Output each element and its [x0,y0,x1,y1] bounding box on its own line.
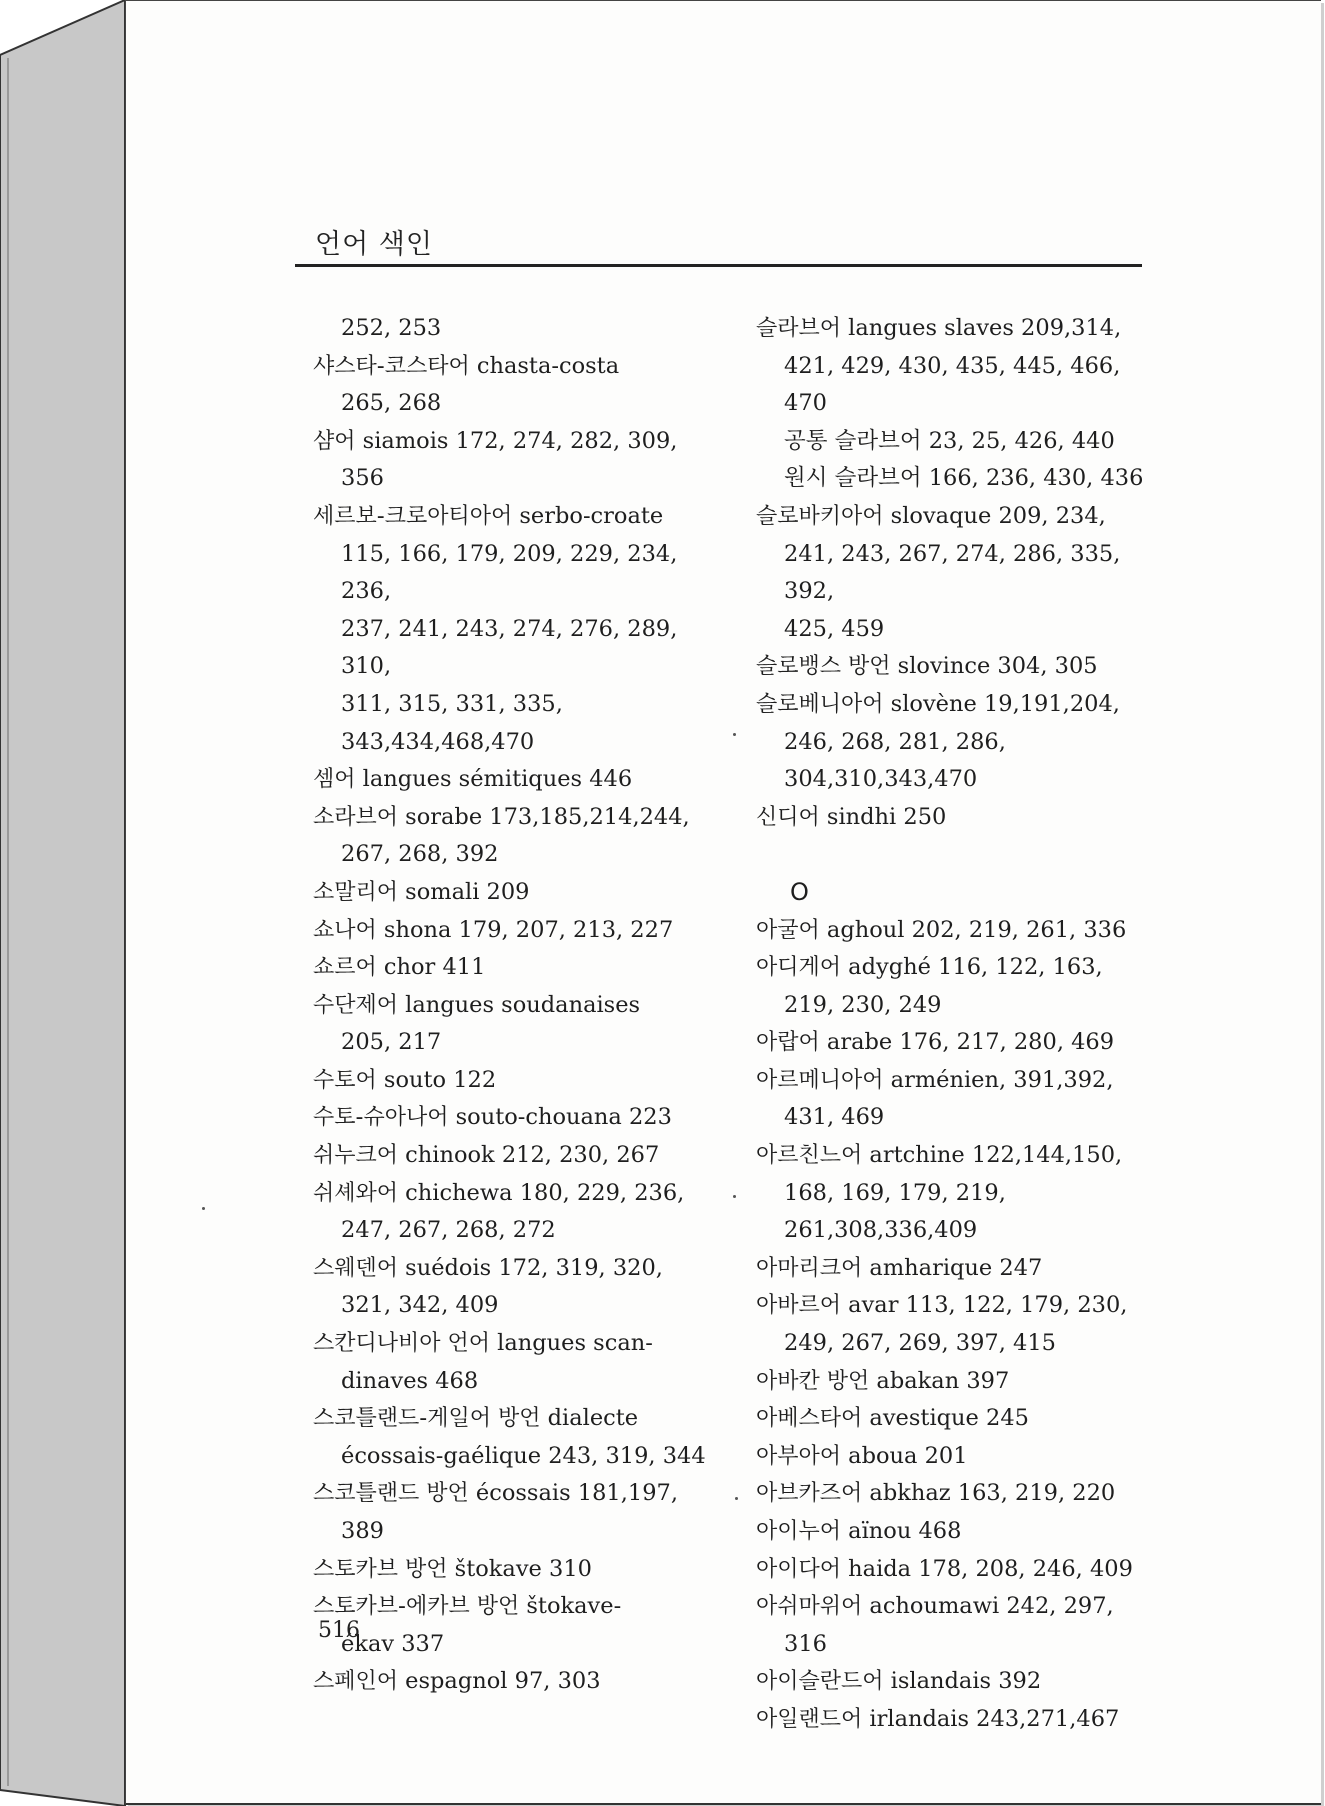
subentry-korean-term: 공통 슬라브어 [784,427,922,454]
index-entry [756,686,1156,724]
ink-speck [733,1195,736,1198]
entry-french-term-and-pages: sindhi 250 [819,803,947,830]
index-entry-continuation: 316 [784,1630,827,1657]
index-entry [313,498,723,536]
entry-korean-term: 아부아어 [756,1443,842,1469]
index-entry-continuation: 265, 268 [341,390,442,417]
index-entry [313,874,723,912]
entry-french-term-and-pages: chinook 212, 230, 267 [398,1142,660,1169]
entry-korean-term: 아베스타어 [756,1406,863,1432]
index-entry [756,1137,1156,1175]
entry-french-term-and-pages: langues scan- [490,1330,653,1357]
index-entry-continuation: 115, 166, 179, 209, 229, 234, 236, [341,540,678,605]
index-entry-continuation: 311, 315, 331, 335, 343,434,468,470 [341,690,563,755]
index-entry [756,799,1156,837]
entry-french-term-and-pages: štokave 310 [447,1555,592,1582]
entry-korean-term: 수단제어 [313,992,399,1018]
entry-korean-term: 셈어 [313,767,356,793]
entry-korean-term: 슬라브어 [756,316,842,341]
index-entry-continuation: ékav 337 [341,1630,445,1657]
entry-korean-term: 스코틀랜드 방언 [313,1481,469,1507]
index-entry-continuation: 421, 429, 430, 435, 445, 466, 470 [784,352,1121,417]
index-entry-continuation: 431, 469 [784,1104,885,1131]
entry-french-term-and-pages: suédois 172, 319, 320, [398,1254,663,1281]
index-entry [313,1325,723,1363]
entry-korean-term: 아르메니아어 [756,1067,884,1093]
index-entry-continuation: 356 [341,465,384,492]
index-entry [313,949,723,987]
entry-french-term-and-pages: slovaque 209, 234, [883,502,1106,529]
index-entry [313,987,723,1025]
ink-speck [202,1207,205,1210]
entry-french-term-and-pages: achoumawi 242, 297, [862,1593,1114,1620]
entry-korean-term: 샤스타-코스타어 [313,353,470,379]
section-letter-heading: O [790,877,809,906]
index-entry [756,1551,1156,1589]
entry-french-term-and-pages: abakan 397 [869,1367,1010,1394]
entry-french-term-and-pages: arménien, 391,392, [883,1066,1114,1093]
entry-french-term-and-pages: avar 113, 122, 179, 230, [841,1292,1128,1319]
index-entry-continuation: 219, 230, 249 [784,991,942,1018]
entry-french-term-and-pages: arabe 176, 217, 280, 469 [819,1029,1115,1056]
index-entry [756,1475,1156,1513]
index-entry [313,1663,723,1701]
entry-french-term-and-pages: espagnol 97, 303 [398,1668,601,1695]
entry-korean-term: 쇼나어 [313,917,377,943]
subentry-pages: 166, 236, 430, 436 [921,465,1144,492]
index-entry [313,1400,723,1438]
entry-korean-term: 아랍어 [756,1030,820,1056]
index-entry [756,498,1156,536]
index-entry [756,648,1156,686]
entry-korean-term: 아쉬마위어 [756,1594,863,1620]
index-entry [756,1701,1156,1739]
index-entry [756,1513,1156,1551]
entry-korean-term: 아이다어 [756,1556,842,1582]
entry-korean-term: 스토카브 방언 [313,1556,448,1582]
index-column-right [756,310,1156,1739]
index-entry-continuation: 267, 268, 392 [341,841,499,868]
entry-french-term-and-pages: écossais 181,197, [468,1480,678,1507]
entry-korean-term: 스페인어 [313,1669,399,1695]
index-entry [313,799,723,837]
index-entry [756,1400,1156,1438]
index-entry [756,310,1156,348]
entry-korean-term: 쉬누크어 [313,1143,399,1169]
entry-korean-term: 슬로뱅스 방언 [756,654,891,680]
index-entry [313,1175,723,1213]
index-entry [756,1663,1156,1701]
index-entry-continuation: 246, 268, 281, 286, 304,310,343,470 [784,728,1006,793]
entry-french-term-and-pages: dialecte [540,1405,639,1432]
index-entry-continuation: écossais-gaélique 243, 319, 344 [341,1442,706,1469]
entry-korean-term: 쇼르어 [313,955,377,981]
entry-korean-term: 아디게어 [756,955,842,981]
entry-french-term-and-pages: slovince 304, 305 [890,653,1098,680]
index-entry [756,1062,1156,1100]
entry-french-term-and-pages: amharique 247 [862,1254,1043,1281]
index-entry [313,348,723,386]
index-entry [756,1287,1156,1325]
index-entry-continuation: 389 [341,1518,384,1544]
entry-french-term-and-pages: artchine 122,144,150, [862,1142,1123,1169]
entry-french-term-and-pages: haida 178, 208, 246, 409 [841,1555,1133,1582]
entry-korean-term: 아르친느어 [756,1143,863,1169]
entry-korean-term: 스코틀랜드-게일어 방언 [313,1406,541,1432]
index-entry-continuation: 168, 169, 179, 219, 261,308,336,409 [784,1179,1006,1244]
index-entry-continuation: 247, 267, 268, 272 [341,1217,556,1244]
entry-korean-term: 신디어 [756,804,820,830]
entry-french-term-and-pages: chasta-costa [469,352,620,379]
index-entry [313,1551,723,1589]
entry-korean-term: 소말리어 [313,879,399,905]
index-entry-continuation: 252, 253 [341,315,442,341]
entry-korean-term: 슬로바키아어 [756,503,884,529]
index-entry-continuation: 321, 342, 409 [341,1292,499,1319]
page-header-title: 언어 색인 [315,229,433,260]
entry-french-term-and-pages: chor 411 [376,954,486,981]
index-entry [313,1137,723,1175]
index-entry [756,912,1156,950]
entry-french-term-and-pages: štokave- [519,1593,622,1620]
header-rule [295,264,1142,267]
entry-korean-term: 수토어 [313,1067,377,1093]
entry-korean-term: 아바칸 방언 [756,1368,870,1394]
entry-korean-term: 아이슬란드어 [756,1669,884,1695]
entry-korean-term: 슬로베니아어 [756,691,884,717]
index-entry [313,1250,723,1288]
entry-french-term-and-pages: avestique 245 [862,1405,1029,1432]
index-subentry [756,460,1156,498]
index-entry [313,1475,723,1513]
index-entry [313,761,723,799]
entry-french-term-and-pages: souto 122 [376,1066,497,1093]
index-column-left [313,310,723,1701]
index-entry [756,1588,1156,1626]
entry-korean-term: 세르보-크로아티아어 [313,503,513,529]
entry-korean-term: 스웨덴어 [313,1255,399,1281]
index-entry [313,1099,723,1137]
index-entry [313,912,723,950]
index-entry [313,423,723,461]
index-entry [756,1024,1156,1062]
entry-french-term-and-pages: souto-chouana 223 [448,1104,672,1131]
page-number: 516 [318,1618,360,1643]
ink-speck [735,1497,738,1500]
entry-french-term-and-pages: sorabe 173,185,214,244, [398,803,690,830]
entry-french-term-and-pages: islandais 392 [883,1668,1042,1695]
index-subentry [756,423,1156,461]
entry-korean-term: 소라브어 [313,804,399,830]
index-entry [756,1250,1156,1288]
index-entry [313,1062,723,1100]
index-entry-continuation: 241, 243, 267, 274, 286, 335, 392, [784,540,1121,605]
index-entry-continuation: 425, 459 [784,615,885,642]
entry-french-term-and-pages: serbo-croate [512,502,664,529]
entry-korean-term: 스칸디나비아 언어 [313,1331,491,1357]
entry-french-term-and-pages: adyghé 116, 122, 163, [841,954,1103,981]
index-entry-continuation: 205, 217 [341,1029,442,1056]
entry-korean-term: 아이누어 [756,1519,842,1544]
index-entry-continuation: 237, 241, 243, 274, 276, 289, 310, [341,615,678,680]
entry-french-term-and-pages: langues slaves 209,314, [841,315,1122,341]
entry-korean-term: 샴어 [313,428,356,454]
entry-korean-term: 아마리크어 [756,1255,863,1281]
subentry-pages: 23, 25, 426, 440 [921,427,1115,454]
entry-french-term-and-pages: shona 179, 207, 213, 227 [376,916,674,943]
entry-korean-term: 아굴어 [756,917,820,943]
entry-french-term-and-pages: aghoul 202, 219, 261, 336 [819,916,1127,943]
entry-french-term-and-pages: langues soudanaises [398,991,641,1018]
entry-korean-term: 아브카즈어 [756,1481,863,1507]
entry-french-term-and-pages: langues sémitiques 446 [355,766,633,793]
index-entry-continuation: dinaves 468 [341,1367,479,1394]
entry-french-term-and-pages: abkhaz 163, 219, 220 [862,1480,1116,1507]
index-entry [756,949,1156,987]
ink-speck [733,733,736,736]
entry-korean-term: 쉬셰와어 [313,1180,399,1206]
entry-french-term-and-pages: aboua 201 [841,1442,968,1469]
subentry-korean-term: 원시 슬라브어 [784,465,922,492]
index-entry-continuation: 249, 267, 269, 397, 415 [784,1330,1056,1357]
entry-korean-term: 스토카브-에카브 방언 [313,1594,520,1620]
index-entry [756,1363,1156,1401]
entry-korean-term: 수토-슈아나어 [313,1105,449,1131]
entry-french-term-and-pages: somali 209 [398,878,530,905]
entry-korean-term: 아바르어 [756,1293,842,1319]
entry-french-term-and-pages: slovène 19,191,204, [883,690,1120,717]
entry-korean-term: 아일랜드어 [756,1706,863,1732]
entry-french-term-and-pages: irlandais 243,271,467 [862,1705,1120,1732]
index-entry [756,1438,1156,1476]
entry-french-term-and-pages: siamois 172, 274, 282, 309, [355,427,678,454]
entry-french-term-and-pages: chichewa 180, 229, 236, [398,1179,685,1206]
index-entry [313,1588,723,1626]
book-spine [0,0,130,1806]
entry-french-term-and-pages: aïnou 468 [841,1518,962,1544]
